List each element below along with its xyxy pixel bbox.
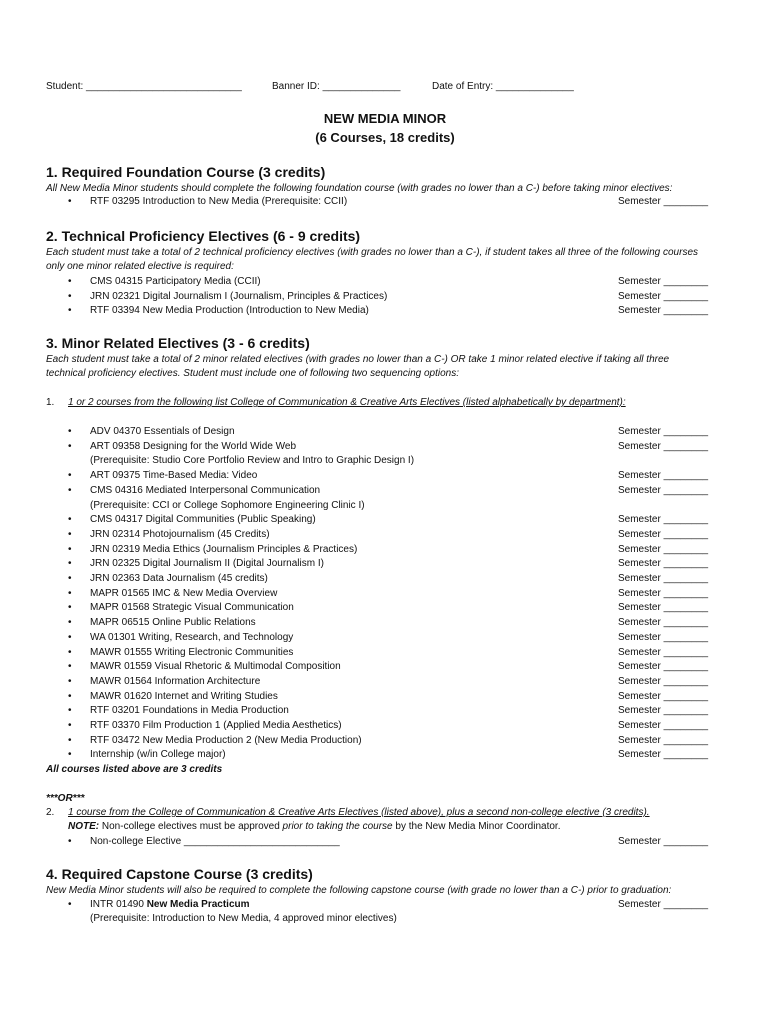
course-item: JRN 02314 Photojournalism (45 Credits) bbox=[90, 528, 270, 540]
note-label: NOTE: bbox=[68, 821, 100, 832]
course-item: MAWR 01564 Information Architecture bbox=[90, 675, 261, 687]
bullet-icon: • bbox=[68, 305, 72, 316]
page-title: NEW MEDIA MINOR bbox=[323, 111, 447, 126]
semester-field[interactable]: Semester ________ bbox=[618, 484, 709, 496]
semester-field[interactable]: Semester ________ bbox=[618, 426, 709, 437]
course-item: MAWR 01559 Visual Rhetoric & Multimodal Composition bbox=[90, 661, 341, 673]
semester-field[interactable]: Semester ________ bbox=[618, 836, 709, 847]
section-2-heading: 2. Technical Proficiency Electives (6 - 9 credits) bbox=[46, 228, 361, 244]
course-item: CMS 04316 Mediated Interpersonal Communication bbox=[90, 484, 321, 496]
section-2-desc-line1: Each student must take a total of 2 technical proficiency electives (with grades no lower than a C-), if student takes all three of the following courses bbox=[46, 247, 699, 258]
course-item: JRN 02363 Data Journalism (45 credits) bbox=[90, 573, 268, 584]
section-3-desc-line1: Each student must take a total of 2 minor related electives (with grades no lower than a C-) OR take 1 minor related elective if taking all three bbox=[46, 354, 670, 365]
bullet-icon: • bbox=[68, 617, 72, 629]
bullet-icon: • bbox=[68, 290, 72, 302]
semester-field[interactable]: Semester ________ bbox=[618, 617, 709, 629]
course-item: CMS 04317 Digital Communities (Public Speaking) bbox=[90, 514, 316, 526]
semester-field[interactable]: Semester ________ bbox=[618, 587, 709, 599]
note-text-a: Non-college electives must be approved bbox=[99, 821, 283, 832]
semester-field[interactable]: Semester ________ bbox=[618, 470, 709, 482]
course-item: MAPR 06515 Online Public Relations bbox=[90, 617, 256, 629]
section-3-desc-line2: technical proficiency electives. Student must include one of following two sequencing options: bbox=[46, 368, 460, 379]
course-item: WA 01301 Writing, Research, and Technology bbox=[90, 631, 294, 643]
course-item: JRN 02325 Digital Journalism II (Digital Journalism I) bbox=[90, 558, 324, 570]
bullet-icon: • bbox=[68, 543, 72, 555]
course-prerequisite: (Prerequisite: Studio Core Portfolio Review and Intro to Graphic Design I) bbox=[90, 455, 415, 467]
semester-field[interactable]: Semester ________ bbox=[618, 749, 709, 761]
banner-id-field[interactable]: Banner ID: ______________ bbox=[272, 81, 401, 92]
semester-field[interactable]: Semester ________ bbox=[618, 573, 709, 584]
semester-field[interactable]: Semester ________ bbox=[618, 290, 709, 302]
course-item: RTF 03201 Foundations in Media Production bbox=[90, 705, 289, 717]
course-prerequisite: (Prerequisite: CCI or College Sophomore Engineering Clinic I) bbox=[90, 499, 365, 511]
section-1-desc: All New Media Minor students should complete the following foundation course (with grades no lower than a C-) before taking minor electives: bbox=[46, 183, 673, 194]
bullet-icon: • bbox=[68, 573, 72, 584]
section-4-desc: New Media Minor students will also be required to complete the following capstone course (with grade no lower than a C-) prior to graduation: bbox=[46, 885, 672, 896]
bullet-icon: • bbox=[68, 646, 72, 658]
semester-field[interactable]: Semester ________ bbox=[618, 675, 709, 687]
section-3-heading: 3. Minor Related Electives (3 - 6 credits) bbox=[46, 335, 310, 351]
bullet-icon: • bbox=[68, 484, 72, 496]
page-subtitle: (6 Courses, 18 credits) bbox=[315, 130, 455, 145]
or-separator: ***OR*** bbox=[46, 793, 85, 804]
bullet-icon: • bbox=[68, 587, 72, 599]
course-item: ART 09358 Designing for the World Wide Web bbox=[90, 440, 297, 452]
semester-field[interactable]: Semester ________ bbox=[618, 690, 709, 702]
bullet-icon: • bbox=[68, 836, 72, 847]
semester-field[interactable]: Semester ________ bbox=[618, 646, 709, 658]
bullet-icon: • bbox=[68, 631, 72, 643]
capstone-name: New Media Practicum bbox=[146, 899, 250, 910]
note-text-c: by the New Media Minor Coordinator. bbox=[392, 821, 561, 832]
bullet-icon: • bbox=[68, 558, 72, 570]
bullet-icon: • bbox=[68, 720, 72, 731]
bullet-icon: • bbox=[68, 196, 72, 207]
course-item: CMS 04315 Participatory Media (CCII) bbox=[90, 276, 261, 287]
semester-field[interactable]: Semester ________ bbox=[618, 899, 709, 910]
capstone-prereq: (Prerequisite: Introduction to New Media, 4 approved minor electives) bbox=[90, 913, 397, 924]
semester-field[interactable]: Semester ________ bbox=[618, 720, 709, 731]
bullet-icon: • bbox=[68, 705, 72, 717]
course-item: RTF 03370 Film Production 1 (Applied Media Aesthetics) bbox=[90, 720, 342, 731]
option-1-number: 1. bbox=[46, 397, 55, 408]
semester-field[interactable]: Semester ________ bbox=[618, 558, 709, 570]
course-item: MAWR 01620 Internet and Writing Studies bbox=[90, 690, 278, 702]
bullet-icon: • bbox=[68, 276, 72, 287]
section-4-heading: 4. Required Capstone Course (3 credits) bbox=[46, 866, 313, 882]
semester-field[interactable]: Semester ________ bbox=[618, 661, 709, 673]
section-1-heading: 1. Required Foundation Course (3 credits) bbox=[46, 164, 326, 180]
bullet-icon: • bbox=[68, 602, 72, 614]
non-college-elective-field[interactable]: Non-college Elective ____________________________ bbox=[90, 836, 340, 847]
semester-field[interactable]: Semester ________ bbox=[618, 602, 709, 614]
all-courses-note: All courses listed above are 3 credits bbox=[46, 764, 223, 775]
option-2-text: 1 course from the College of Communication & Creative Arts Electives (listed above), plus a second non-college elective (3 credits). bbox=[68, 807, 650, 818]
capstone-code: INTR 01490 bbox=[90, 899, 147, 910]
bullet-icon: • bbox=[68, 675, 72, 687]
bullet-icon: • bbox=[68, 734, 72, 746]
course-item: Internship (w/in College major) bbox=[90, 749, 226, 761]
course-item: RTF 03394 New Media Production (Introduction to New Media) bbox=[90, 305, 369, 316]
option-2-number: 2. bbox=[46, 807, 55, 818]
course-item: JRN 02321 Digital Journalism I (Journalism, Principles & Practices) bbox=[90, 290, 388, 302]
course-item: MAWR 01555 Writing Electronic Communities bbox=[90, 646, 294, 658]
bullet-icon: • bbox=[68, 470, 72, 482]
bullet-icon: • bbox=[68, 749, 72, 761]
bullet-icon: • bbox=[68, 440, 72, 452]
semester-field[interactable]: Semester ________ bbox=[618, 543, 709, 555]
course-item: MAPR 01565 IMC & New Media Overview bbox=[90, 587, 278, 599]
bullet-icon: • bbox=[68, 528, 72, 540]
section-2-desc-line2: only one minor related elective is required: bbox=[46, 261, 234, 272]
semester-field[interactable]: Semester ________ bbox=[618, 305, 709, 316]
course-item: RTF 03295 Introduction to New Media (Prerequisite: CCII) bbox=[90, 196, 348, 207]
option-1-text: 1 or 2 courses from the following list College of Communication & Creative Arts Electives (listed alphabetically by department): bbox=[68, 397, 626, 408]
note-text-b: prior to taking the course bbox=[282, 821, 393, 832]
bullet-icon: • bbox=[68, 899, 72, 910]
semester-field[interactable]: Semester ________ bbox=[618, 276, 709, 287]
course-item: RTF 03472 New Media Production 2 (New Media Production) bbox=[90, 734, 362, 746]
student-field[interactable]: Student: ____________________________ bbox=[46, 81, 242, 92]
course-item: MAPR 01568 Strategic Visual Communication bbox=[90, 602, 294, 614]
bullet-icon: • bbox=[68, 661, 72, 673]
date-of-entry-field[interactable]: Date of Entry: ______________ bbox=[432, 81, 574, 92]
semester-field[interactable]: Semester ________ bbox=[618, 514, 709, 526]
semester-field[interactable]: Semester ________ bbox=[618, 528, 709, 540]
course-item: JRN 02319 Media Ethics (Journalism Principles & Practices) bbox=[90, 543, 358, 555]
semester-field[interactable]: Semester ________ bbox=[618, 631, 709, 643]
bullet-icon: • bbox=[68, 426, 72, 437]
semester-field[interactable]: Semester ________ bbox=[618, 705, 709, 717]
capstone-course bbox=[90, 899, 250, 910]
bullet-icon: • bbox=[68, 514, 72, 526]
course-item: ADV 04370 Essentials of Design bbox=[90, 426, 235, 437]
semester-field[interactable]: Semester ________ bbox=[618, 440, 709, 452]
course-item: ART 09375 Time-Based Media: Video bbox=[90, 470, 258, 482]
semester-field[interactable]: Semester ________ bbox=[618, 734, 709, 746]
semester-field[interactable]: Semester ________ bbox=[618, 196, 709, 207]
note-line bbox=[68, 821, 560, 832]
bullet-icon: • bbox=[68, 690, 72, 702]
